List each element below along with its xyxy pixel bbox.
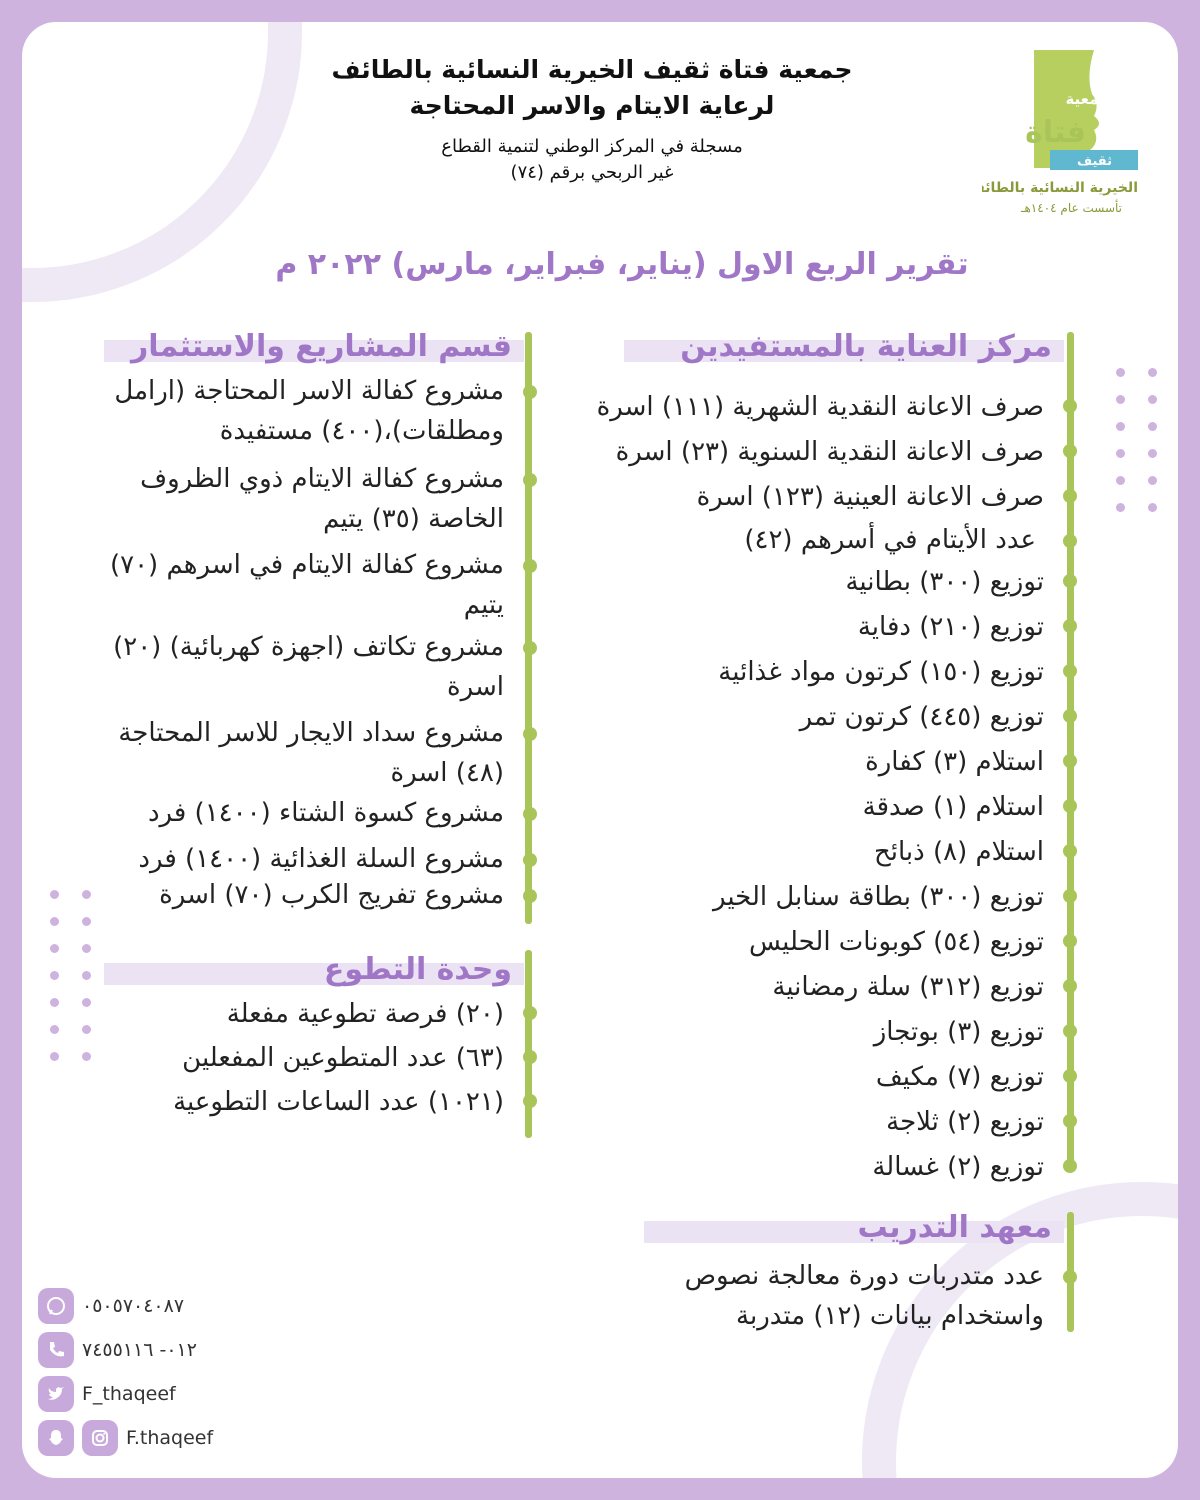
phone-icon xyxy=(38,1332,74,1368)
whatsapp-number: ٠٥٠٥٧٠٤٠٨٧ xyxy=(82,1295,185,1317)
projects-title: قسم المشاريع والاستثمار xyxy=(84,327,524,367)
instagram-handle: F.thaqeef xyxy=(126,1427,214,1449)
list-item: عدد متدربات دورة معالجة نصوص واستخدام بيانات (١٢) متدربة xyxy=(624,1256,1064,1336)
care-center-title: مركز العناية بالمستفيدين xyxy=(584,327,1064,367)
report-title: تقرير الربع الاول (يناير، فبراير، مارس) ٢٠٢٢ م xyxy=(275,247,969,282)
list-item: توزيع (١٥٠) كرتون مواد غذائية xyxy=(584,650,1064,695)
volunteer-title: وحدة التطوع xyxy=(84,950,524,990)
list-item: صرف الاعانة النقدية الشهرية (١١١) اسرة xyxy=(584,385,1064,430)
list-item: (١٠٢١) عدد الساعات التطوعية xyxy=(84,1080,524,1124)
whatsapp-contact[interactable] xyxy=(38,1284,213,1328)
list-item: مشروع تفريج الكرب (٧٠) اسرة xyxy=(84,875,524,915)
list-item: مشروع كسوة الشتاء (١٤٠٠) فرد xyxy=(84,793,524,833)
list-item: توزيع (٣١٢) سلة رمضانية xyxy=(584,965,1064,1010)
decorative-dots-right xyxy=(1116,368,1158,512)
volunteer-divider xyxy=(525,950,532,1138)
list-item: (٢٠) فرصة تطوعية مفعلة xyxy=(84,992,524,1036)
phone-contact[interactable] xyxy=(38,1328,213,1372)
list-item: استلام (٨) ذبائح xyxy=(584,830,1064,875)
svg-text:جمعية: جمعية xyxy=(1065,90,1110,108)
list-item: توزيع (٧) مكيف xyxy=(584,1055,1064,1100)
organization-header xyxy=(322,52,862,186)
organization-logo xyxy=(982,46,1152,241)
training-section xyxy=(624,1208,1064,1336)
projects-section xyxy=(84,327,524,915)
list-item: مشروع كفالة الاسر المحتاجة (ارامل ومطلقات)،(٤٠٠) مستفيدة xyxy=(84,371,524,451)
list-item: مشروع كفالة الايتام ذوي الظروف الخاصة (٣٥) يتيم xyxy=(84,459,524,539)
svg-text:تأسست عام ١٤٠٤هـ: تأسست عام ١٤٠٤هـ xyxy=(1020,201,1122,215)
list-item: استلام (١) صدقة xyxy=(584,785,1064,830)
care-center-section xyxy=(584,327,1064,1190)
list-item: (٦٣) عدد المتطوعين المفعلين xyxy=(84,1036,524,1080)
list-item: مشروع تكاتف (اجهزة كهربائية) (٢٠) اسرة xyxy=(84,627,524,707)
list-item: صرف الاعانة العينية (١٢٣) اسرة xyxy=(584,475,1064,520)
twitter-handle: F_thaqeef xyxy=(82,1383,176,1405)
list-item: توزيع (٢١٠) دفاية xyxy=(584,605,1064,650)
list-item: توزيع (٢) ثلاجة xyxy=(584,1100,1064,1145)
snapchat-icon xyxy=(38,1420,74,1456)
list-item: استلام (٣) كفارة xyxy=(584,740,1064,785)
volunteer-section xyxy=(84,950,524,1124)
list-item: توزيع (٣٠٠) بطاقة سنابل الخير xyxy=(584,875,1064,920)
svg-text:الخيرية النسائية بالطائف: الخيرية النسائية بالطائف xyxy=(982,180,1138,196)
list-item: توزيع (٣٠٠) بطانية xyxy=(584,560,1064,605)
whatsapp-icon xyxy=(38,1288,74,1324)
projects-divider xyxy=(525,332,532,924)
list-item: توزيع (٤٤٥) كرتون تمر xyxy=(584,695,1064,740)
list-item: صرف الاعانة النقدية السنوية (٢٣) اسرة xyxy=(584,430,1064,475)
list-item: مشروع السلة الغذائية (١٤٠٠) فرد xyxy=(84,839,524,879)
list-item: توزيع (٢) غسالة xyxy=(584,1145,1064,1190)
social-contact[interactable] xyxy=(38,1416,213,1460)
instagram-icon xyxy=(82,1420,118,1456)
list-item: مشروع سداد الايجار للاسر المحتاجة (٤٨) اسرة xyxy=(84,713,524,793)
org-purpose: لرعاية الايتام والاسر المحتاجة xyxy=(409,91,775,120)
phone-number: ٠١٢- ٧٤٥٥١١٦ xyxy=(82,1339,197,1361)
list-item: عدد الأيتام في أسرهم (٤٢) xyxy=(584,520,1064,560)
twitter-icon xyxy=(38,1376,74,1412)
list-item: مشروع كفالة الايتام في اسرهم (٧٠) يتيم xyxy=(84,545,524,625)
list-item: توزيع (٣) بوتجاز xyxy=(584,1010,1064,1055)
list-item: توزيع (٥٤) كوبونات الحليس xyxy=(584,920,1064,965)
twitter-contact[interactable] xyxy=(38,1372,213,1416)
poster-card xyxy=(22,22,1178,1478)
registration-line: مسجلة في المركز الوطني لتنمية القطاع xyxy=(441,136,743,157)
svg-text:ثقيف: ثقيف xyxy=(1076,154,1112,169)
svg-text:فتاة: فتاة xyxy=(1025,115,1086,150)
training-title: معهد التدريب xyxy=(624,1208,1064,1248)
contact-list xyxy=(38,1284,213,1460)
registration-number: غير الربحي برقم (٧٤) xyxy=(510,162,674,183)
logo-mark-icon xyxy=(982,46,1152,241)
org-name: جمعية فتاة ثقيف الخيرية النسائية بالطائف xyxy=(331,55,853,84)
